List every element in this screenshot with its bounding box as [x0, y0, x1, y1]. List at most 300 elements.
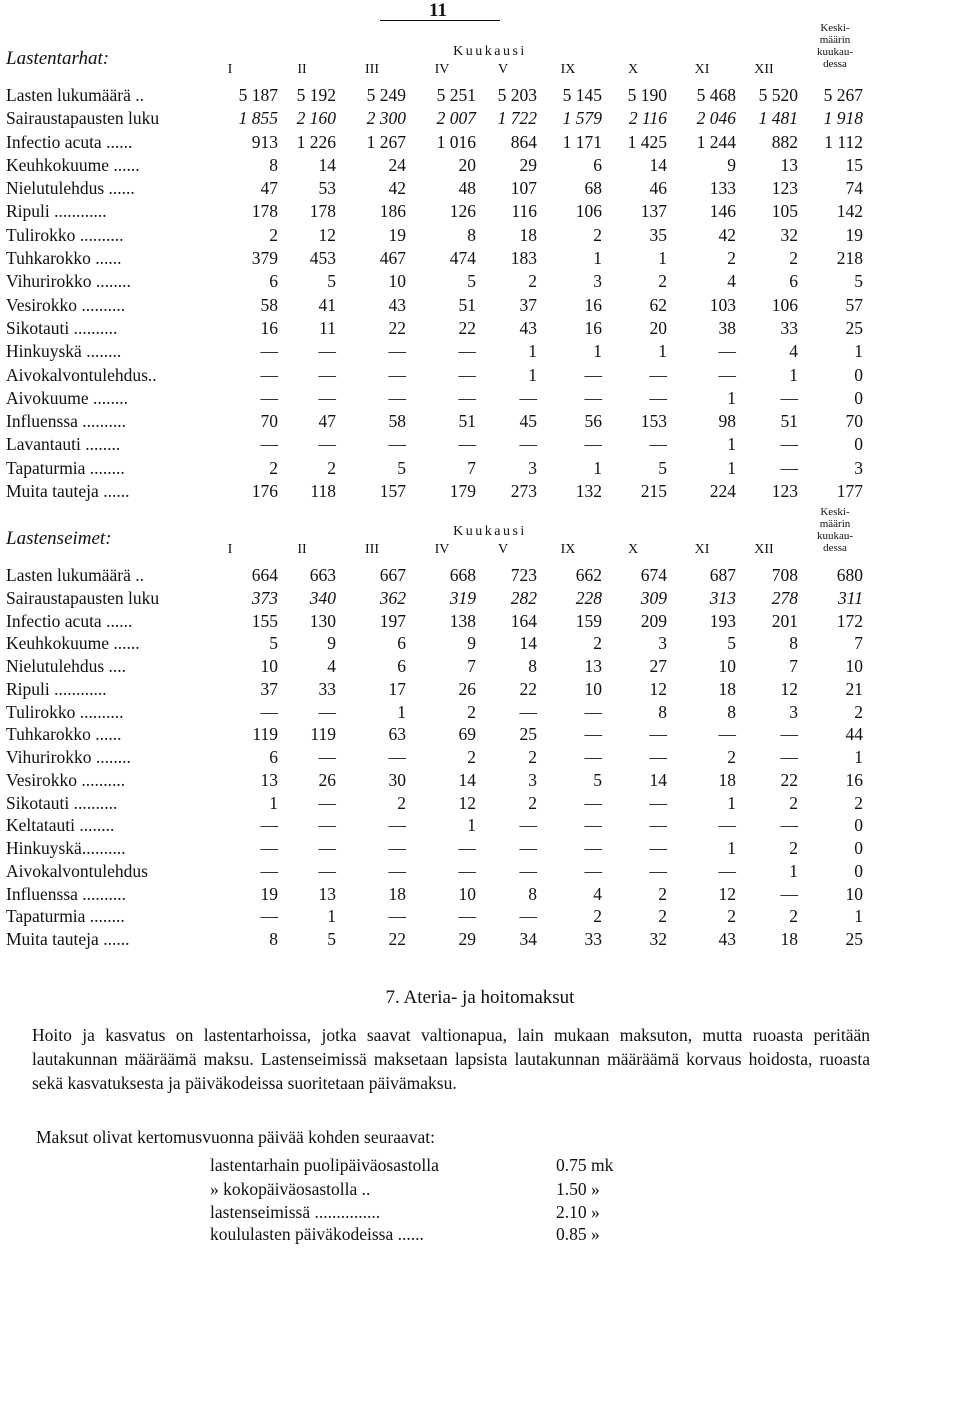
- cell-month-x: 137: [640, 201, 667, 222]
- cell-month-i: 58: [260, 294, 278, 315]
- section-heading: 7. Ateria- ja hoitomaksut: [385, 987, 575, 1008]
- cell-month-i: 178: [251, 201, 278, 222]
- cell-month-iii: —: [388, 815, 406, 836]
- section-title-lastenseimet: Lastenseimet:: [6, 528, 112, 549]
- cell-month-x: —: [649, 724, 667, 745]
- cell-average: 15: [845, 154, 863, 175]
- row-label: Lavantauti ........: [6, 434, 121, 455]
- cell-month-iv: 48: [458, 178, 476, 199]
- cell-average: 172: [836, 610, 863, 631]
- cell-month-v: 282: [510, 587, 537, 608]
- cell-month-iii: —: [388, 364, 406, 385]
- cell-month-iii: —: [388, 341, 406, 362]
- cell-month-xii: —: [780, 724, 798, 745]
- cell-month-x: 3: [658, 633, 667, 654]
- table-lastenseimet: [0, 564, 960, 951]
- cell-average: 0: [854, 815, 863, 836]
- table-row: [0, 200, 960, 223]
- cell-month-v: 8: [528, 883, 537, 904]
- cell-month-ix: 68: [584, 178, 602, 199]
- cell-month-ii: 14: [318, 154, 336, 175]
- table-row: [0, 769, 960, 792]
- cell-month-iv: 26: [458, 678, 476, 699]
- cell-month-iv: 20: [458, 154, 476, 175]
- table-row: [0, 746, 960, 769]
- cell-month-x: 1: [658, 248, 667, 269]
- cell-month-ix: 13: [584, 656, 602, 676]
- cell-month-x: —: [649, 838, 667, 858]
- page-number: 11: [429, 0, 447, 21]
- fee-value: 0.85 »: [556, 1224, 600, 1244]
- fee-label: koululasten päiväkodeissa ......: [210, 1224, 424, 1244]
- cell-month-iii: 18: [388, 883, 406, 904]
- fees-intro: Maksut olivat kertomusvuonna päivää kohden seuraavat:: [36, 1127, 435, 1147]
- table-row: [0, 564, 960, 587]
- cell-month-x: 20: [649, 317, 667, 338]
- table-row: [0, 678, 960, 701]
- cell-average: 1: [854, 906, 863, 927]
- cell-month-xi: 98: [718, 411, 736, 432]
- cell-month-iv: 7: [467, 656, 476, 676]
- cell-average: 74: [845, 178, 863, 199]
- row-label: Aivokuume ........: [6, 387, 129, 408]
- cell-month-v: 45: [519, 411, 537, 432]
- row-label: Keltatauti ........: [6, 815, 115, 836]
- table-row: [0, 587, 960, 610]
- cell-month-i: 1: [269, 792, 278, 813]
- cell-month-x: 46: [649, 178, 667, 199]
- cell-month-x: —: [649, 792, 667, 813]
- cell-average: 0: [854, 364, 863, 385]
- cell-average: 1 112: [824, 131, 863, 152]
- row-label: Tulirokko ..........: [6, 701, 124, 722]
- cell-month-iii: —: [388, 860, 406, 881]
- cell-month-i: 5: [269, 633, 278, 654]
- cell-month-xii: 708: [771, 565, 798, 585]
- cell-month-v: 864: [510, 131, 537, 152]
- sec2-month-iv: IV: [434, 542, 450, 557]
- cell-month-xii: 882: [771, 131, 798, 152]
- cell-month-xi: —: [718, 860, 736, 881]
- table-row: [0, 154, 960, 177]
- cell-month-ix: —: [584, 838, 602, 858]
- row-label: Sikotauti ..........: [6, 317, 118, 338]
- fee-value: 2.10 »: [556, 1202, 600, 1222]
- table-row: [0, 84, 960, 107]
- cell-month-xi: 1: [727, 792, 736, 813]
- cell-average: 0: [854, 838, 863, 858]
- cell-month-v: 43: [519, 317, 537, 338]
- cell-month-xii: —: [780, 457, 798, 478]
- fee-label: lastenseimissä ...............: [210, 1202, 381, 1222]
- fee-item: [210, 1177, 650, 1201]
- sec1-month-i: I: [227, 62, 233, 77]
- cell-month-xii: 105: [771, 201, 798, 222]
- cell-month-iv: 2 007: [436, 108, 476, 129]
- cell-average: 0: [854, 434, 863, 455]
- cell-month-iii: 5 249: [366, 85, 406, 105]
- cell-month-xi: 8: [727, 701, 736, 722]
- cell-month-iv: 179: [449, 481, 476, 502]
- cell-month-ii: 1 226: [296, 131, 336, 152]
- table-row: [0, 792, 960, 815]
- cell-month-iii: —: [388, 906, 406, 927]
- cell-month-ii: 11: [319, 317, 336, 338]
- table-row: [0, 177, 960, 200]
- cell-month-iv: 5 251: [436, 85, 476, 105]
- cell-month-xii: —: [780, 387, 798, 408]
- cell-month-xi: 1 244: [696, 131, 736, 152]
- cell-month-xi: 18: [718, 769, 736, 790]
- cell-month-xii: 8: [789, 633, 798, 654]
- row-label: Sikotauti ..........: [6, 792, 118, 813]
- months-label: Kuukausi: [453, 44, 527, 59]
- cell-month-i: 6: [269, 271, 278, 292]
- cell-month-i: 373: [251, 587, 278, 608]
- cell-month-v: 3: [528, 769, 537, 790]
- cell-month-xi: 10: [718, 656, 736, 676]
- cell-month-ix: 2: [593, 633, 602, 654]
- cell-month-i: 1 855: [238, 108, 278, 129]
- cell-month-xi: 5 468: [696, 85, 736, 105]
- cell-month-xii: 4: [789, 341, 798, 362]
- cell-month-iii: 2: [397, 792, 406, 813]
- cell-month-ii: 53: [318, 178, 336, 199]
- cell-month-v: —: [519, 815, 537, 836]
- row-label: Nielutulehdus ......: [6, 178, 135, 199]
- sec2-month-iii: III: [365, 542, 379, 557]
- cell-month-ii: 130: [309, 610, 336, 631]
- cell-month-x: 1 425: [627, 131, 667, 152]
- cell-month-xii: 1: [789, 364, 798, 385]
- cell-average: 57: [845, 294, 863, 315]
- cell-month-i: 119: [252, 724, 278, 745]
- fee-item: [210, 1153, 650, 1177]
- cell-month-ii: 33: [318, 678, 336, 699]
- cell-month-iii: 197: [379, 610, 406, 631]
- cell-month-iv: —: [458, 434, 476, 455]
- cell-month-xii: 7: [789, 656, 798, 676]
- cell-month-v: 3: [528, 457, 537, 478]
- cell-month-ix: 16: [584, 294, 602, 315]
- cell-month-iv: 668: [449, 565, 476, 585]
- cell-month-i: —: [260, 815, 278, 836]
- cell-month-x: 209: [640, 610, 667, 631]
- cell-month-ix: —: [584, 792, 602, 813]
- cell-month-i: —: [260, 387, 278, 408]
- cell-month-v: —: [519, 860, 537, 881]
- cell-month-i: —: [260, 906, 278, 927]
- table-row: [0, 883, 960, 906]
- cell-month-xi: 2: [727, 747, 736, 767]
- row-label: Influenssa ..........: [6, 411, 127, 432]
- cell-month-ix: 2: [593, 224, 602, 245]
- cell-month-ii: —: [318, 815, 336, 836]
- table-row: [0, 340, 960, 363]
- cell-month-xi: 1: [727, 457, 736, 478]
- cell-average: 177: [836, 481, 863, 502]
- cell-month-ix: —: [584, 364, 602, 385]
- cell-average: 70: [845, 411, 863, 432]
- cell-month-x: 35: [649, 224, 667, 245]
- cell-average: 1: [854, 341, 863, 362]
- fee-label: » kokopäiväosastolla ..: [210, 1179, 371, 1199]
- row-label: Ripuli ............: [6, 201, 107, 222]
- cell-month-i: 10: [260, 656, 278, 676]
- cell-month-iii: 30: [388, 769, 406, 790]
- cell-month-ix: 10: [584, 678, 602, 699]
- cell-month-iv: 474: [449, 248, 476, 269]
- cell-month-xi: 2 046: [696, 108, 736, 129]
- sec2-month-i: I: [227, 542, 233, 557]
- sec1-month-xi: XI: [694, 62, 710, 77]
- cell-month-x: —: [649, 815, 667, 836]
- cell-month-x: 32: [649, 929, 667, 949]
- cell-month-xi: 1: [727, 434, 736, 455]
- sec2-month-x: X: [627, 542, 639, 557]
- sec2-month-xii: XII: [754, 542, 774, 557]
- cell-average: 680: [836, 565, 863, 585]
- cell-month-ii: —: [318, 701, 336, 722]
- cell-average: 5 267: [823, 85, 863, 105]
- table-row: [0, 433, 960, 456]
- cell-month-v: 25: [519, 724, 537, 745]
- cell-month-iii: 24: [388, 154, 406, 175]
- cell-month-ix: 1: [593, 341, 602, 362]
- sec1-month-iv: IV: [434, 62, 450, 77]
- cell-month-x: 215: [640, 481, 667, 502]
- cell-month-x: 5 190: [627, 85, 667, 105]
- cell-month-x: 2: [658, 883, 667, 904]
- cell-month-iii: 17: [388, 678, 406, 699]
- cell-month-xii: 2: [789, 906, 798, 927]
- cell-month-ix: —: [584, 387, 602, 408]
- sec1-month-ii: II: [297, 62, 307, 77]
- cell-month-iv: 8: [467, 224, 476, 245]
- cell-month-v: 37: [519, 294, 537, 315]
- row-label: Muita tauteja ......: [6, 929, 130, 949]
- row-label: Lasten lukumäärä ..: [6, 565, 145, 585]
- cell-month-ii: —: [318, 792, 336, 813]
- cell-month-x: —: [649, 747, 667, 767]
- cell-month-ix: 3: [593, 271, 602, 292]
- row-label: Muita tauteja ......: [6, 481, 130, 502]
- cell-month-ix: —: [584, 860, 602, 881]
- cell-month-iv: —: [458, 387, 476, 408]
- cell-month-v: —: [519, 701, 537, 722]
- cell-month-i: 16: [260, 317, 278, 338]
- cell-month-ix: 1 171: [562, 131, 602, 152]
- cell-month-i: —: [260, 434, 278, 455]
- cell-month-ii: 5: [327, 929, 336, 949]
- cell-month-iv: 29: [458, 929, 476, 949]
- fee-value: 1.50 »: [556, 1179, 600, 1199]
- cell-month-iii: 6: [397, 633, 406, 654]
- cell-month-ii: 12: [318, 224, 336, 245]
- table-row: [0, 655, 960, 678]
- cell-month-xi: 687: [709, 565, 736, 585]
- cell-month-xii: 106: [771, 294, 798, 315]
- cell-month-ix: —: [584, 747, 602, 767]
- table-row: [0, 294, 960, 317]
- cell-month-xii: 123: [771, 178, 798, 199]
- sec1-month-iii: III: [365, 62, 379, 77]
- table-row: [0, 224, 960, 247]
- cell-month-i: 8: [269, 929, 278, 949]
- cell-month-i: —: [260, 341, 278, 362]
- table-row: [0, 317, 960, 340]
- cell-month-iv: 10: [458, 883, 476, 904]
- cell-average: 7: [854, 633, 863, 654]
- cell-month-x: 5: [658, 457, 667, 478]
- cell-month-iii: 43: [388, 294, 406, 315]
- cell-month-i: 379: [251, 248, 278, 269]
- cell-month-iii: 22: [388, 317, 406, 338]
- cell-month-x: 1: [658, 341, 667, 362]
- cell-month-x: —: [649, 387, 667, 408]
- cell-month-iv: 12: [458, 792, 476, 813]
- cell-month-i: 176: [251, 481, 278, 502]
- cell-month-ii: 178: [309, 201, 336, 222]
- cell-month-xi: 146: [709, 201, 736, 222]
- cell-month-ii: 2 160: [296, 108, 336, 129]
- cell-month-xi: —: [718, 341, 736, 362]
- cell-average: 218: [836, 248, 863, 269]
- cell-month-ii: 119: [310, 724, 336, 745]
- cell-month-i: 155: [251, 610, 278, 631]
- average-column-header: Keski- määrin kuukau- dessa: [816, 22, 854, 70]
- cell-month-x: —: [649, 860, 667, 881]
- cell-month-v: —: [519, 906, 537, 927]
- cell-month-iv: 22: [458, 317, 476, 338]
- cell-average: 21: [845, 678, 863, 699]
- fee-label: lastentarhain puolipäiväosastolla: [210, 1155, 439, 1175]
- sec1-month-x: X: [627, 62, 639, 77]
- cell-month-xii: 278: [771, 587, 798, 608]
- table-row: [0, 632, 960, 655]
- cell-month-xi: 38: [718, 317, 736, 338]
- table-row: [0, 860, 960, 883]
- cell-month-v: 29: [519, 154, 537, 175]
- table-row: [0, 247, 960, 270]
- month-header-row-2: [0, 542, 960, 562]
- row-label: Keuhkokuume ......: [6, 633, 140, 654]
- cell-month-iv: —: [458, 838, 476, 858]
- cell-month-xi: 313: [709, 587, 736, 608]
- cell-month-xii: —: [780, 815, 798, 836]
- row-label: Tapaturmia ........: [6, 457, 125, 478]
- cell-month-iv: 138: [449, 610, 476, 631]
- cell-month-iv: 5: [467, 271, 476, 292]
- cell-month-iii: 10: [388, 271, 406, 292]
- cell-month-ix: 106: [575, 201, 602, 222]
- cell-month-xii: 3: [789, 701, 798, 722]
- cell-month-iv: 14: [458, 769, 476, 790]
- cell-month-v: 107: [510, 178, 537, 199]
- row-label: Aivokalvontulehdus..: [6, 364, 157, 385]
- fee-item: [210, 1222, 650, 1246]
- cell-month-ii: 118: [310, 481, 336, 502]
- cell-month-xii: 2: [789, 792, 798, 813]
- row-label: Hinkuyskä ........: [6, 341, 122, 362]
- sec2-month-ii: II: [297, 542, 307, 557]
- cell-month-ii: 9: [327, 633, 336, 654]
- cell-month-x: 12: [649, 678, 667, 699]
- cell-month-ix: 132: [575, 481, 602, 502]
- fee-item: [210, 1200, 650, 1224]
- cell-month-iv: —: [458, 906, 476, 927]
- cell-month-v: 14: [519, 633, 537, 654]
- cell-month-xi: 1: [727, 838, 736, 858]
- cell-month-ii: —: [318, 838, 336, 858]
- cell-month-i: 913: [251, 131, 278, 152]
- body-paragraph: Hoito ja kasvatus on lastentarhoissa, jotka saavat valtionapua, lain mukaan maksuton, mutta ruoasta peritään lautakunnan määräämä maksu. Lastenseimissä maksetaan lapsista lautakunnan määräämä korvaus hoidosta, ruoasta sekä kasvatuksesta ja päiväkodeissa suoritetaan päivämaksu.: [32, 1025, 870, 1093]
- row-label: Tulirokko ..........: [6, 224, 124, 245]
- cell-month-ii: 5: [327, 271, 336, 292]
- cell-month-xi: 133: [709, 178, 736, 199]
- cell-month-ii: 5 192: [296, 85, 336, 105]
- cell-month-i: 8: [269, 154, 278, 175]
- cell-month-i: 664: [251, 565, 278, 585]
- cell-month-xii: 2: [789, 838, 798, 858]
- cell-month-iv: 1: [467, 815, 476, 836]
- cell-average: 2: [854, 792, 863, 813]
- cell-month-xii: 22: [780, 769, 798, 790]
- cell-month-ix: 228: [575, 587, 602, 608]
- cell-month-xii: 32: [780, 224, 798, 245]
- cell-month-v: 34: [519, 929, 537, 949]
- cell-month-x: 2: [658, 271, 667, 292]
- row-label: Vihurirokko ........: [6, 271, 131, 292]
- table-row: [0, 610, 960, 633]
- cell-month-ix: 1 579: [562, 108, 602, 129]
- sec1-month-xii: XII: [754, 62, 774, 77]
- cell-month-iv: 126: [449, 201, 476, 222]
- cell-month-iii: 63: [388, 724, 406, 745]
- cell-month-iv: 51: [458, 411, 476, 432]
- cell-month-iv: —: [458, 860, 476, 881]
- row-label: Infectio acuta ......: [6, 131, 133, 152]
- cell-month-ix: 4: [593, 883, 602, 904]
- cell-month-ix: —: [584, 815, 602, 836]
- cell-month-ii: —: [318, 341, 336, 362]
- sec2-month-ix: IX: [560, 542, 576, 557]
- cell-month-xi: 42: [718, 224, 736, 245]
- cell-month-v: 5 203: [497, 85, 537, 105]
- cell-month-xii: 5 520: [758, 85, 798, 105]
- cell-month-ii: —: [318, 387, 336, 408]
- cell-month-v: —: [519, 838, 537, 858]
- page-number-rule: [380, 20, 500, 21]
- cell-month-i: 13: [260, 769, 278, 790]
- cell-month-xii: —: [780, 434, 798, 455]
- cell-month-xii: 51: [780, 411, 798, 432]
- cell-month-ii: —: [318, 747, 336, 767]
- cell-average: 44: [845, 724, 863, 745]
- cell-month-ix: 5 145: [562, 85, 602, 105]
- cell-month-ix: 1: [593, 248, 602, 269]
- cell-month-iii: 2 300: [366, 108, 406, 129]
- sec2-month-xi: XI: [694, 542, 710, 557]
- cell-month-ii: 13: [318, 883, 336, 904]
- cell-month-iii: 1 267: [366, 131, 406, 152]
- cell-month-iii: 19: [388, 224, 406, 245]
- cell-month-iv: 69: [458, 724, 476, 745]
- table-row: [0, 480, 960, 503]
- cell-month-iii: 22: [388, 929, 406, 949]
- cell-month-xii: —: [780, 747, 798, 767]
- average-column-header-2: Keski- määrin kuukau- dessa: [816, 506, 854, 554]
